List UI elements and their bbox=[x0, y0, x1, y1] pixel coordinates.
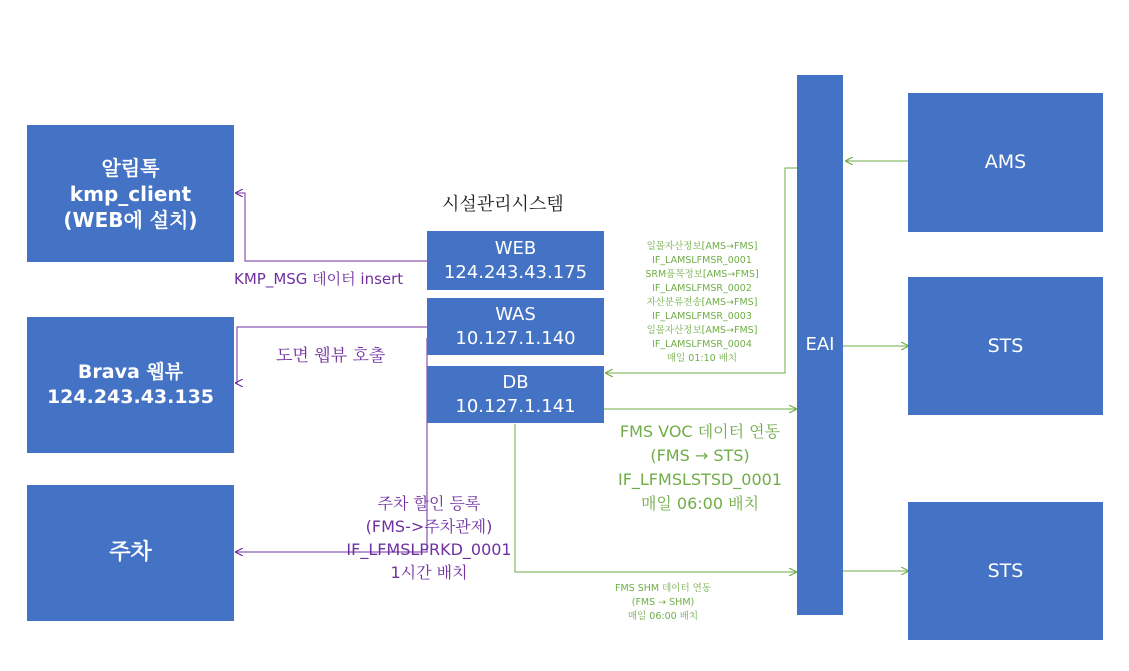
eai-box bbox=[797, 75, 843, 615]
was-box bbox=[427, 298, 604, 355]
ams-flow-line-4: IF_LAMSLFMSR_0002 bbox=[652, 283, 752, 294]
voc-flow-line-2: (FMS → STS) bbox=[650, 446, 750, 465]
parking-flow-line-1: 주차 할인 등록 bbox=[377, 494, 481, 513]
web-box bbox=[427, 231, 604, 290]
ams-flow-line-2: IF_LAMSLFMSR_0001 bbox=[652, 255, 752, 266]
system-title: 시설관리시스템 bbox=[442, 194, 564, 215]
sts1-label: STS bbox=[987, 334, 1024, 357]
voc-flow-line-3: IF_LFMSLSTSD_0001 bbox=[617, 470, 783, 489]
db-title: DB bbox=[502, 372, 529, 394]
shm-flow-line-3: 매일 06:00 배치 bbox=[627, 611, 699, 622]
sts-box-1 bbox=[908, 277, 1103, 415]
ams-to-fms-label bbox=[622, 240, 782, 366]
brava-ip: 124.243.43.135 bbox=[46, 386, 215, 408]
parking-label: 주차 bbox=[109, 539, 152, 565]
alimtalk-client: kmp_client bbox=[69, 181, 192, 206]
web-ip: 124.243.43.175 bbox=[443, 261, 588, 283]
alimtalk-box bbox=[27, 125, 234, 262]
ams-flow-line-8: IF_LAMSLFMSR_0004 bbox=[652, 339, 752, 350]
brava-title: Brava 웹뷰 bbox=[77, 361, 184, 384]
shm-flow-label bbox=[598, 582, 728, 624]
was-ip: 10.127.1.140 bbox=[455, 327, 576, 349]
ams-flow-line-1: 일몰자산정보[AMS→FMS] bbox=[646, 241, 758, 252]
ams-flow-line-7: 일몰자산정보[AMS→FMS] bbox=[646, 325, 758, 336]
voc-flow-label bbox=[600, 420, 800, 516]
arrow-web-to-alimtalk bbox=[236, 193, 427, 261]
drawing-view-label: 도면 웹뷰 호출 bbox=[276, 346, 386, 366]
shm-flow-line-2: (FMS → SHM) bbox=[631, 597, 695, 608]
alimtalk-note: (WEB에 설치) bbox=[63, 207, 198, 232]
brava-box bbox=[27, 317, 234, 453]
eai-label: EAI bbox=[805, 334, 835, 356]
web-title: WEB bbox=[494, 238, 537, 260]
was-title: WAS bbox=[495, 304, 536, 326]
alimtalk-title: 알림톡 bbox=[101, 155, 160, 180]
db-box bbox=[427, 366, 604, 423]
ams-flow-line-9: 매일 01:10 배치 bbox=[666, 353, 738, 364]
parking-flow-line-4: 1시간 배치 bbox=[390, 563, 468, 582]
sts2-label: STS bbox=[987, 559, 1024, 582]
parking-flow-line-2: (FMS->주차관제) bbox=[365, 517, 493, 536]
ams-flow-line-5: 자산분류전송[AMS→FMS] bbox=[646, 297, 758, 308]
db-ip: 10.127.1.141 bbox=[455, 395, 576, 417]
shm-flow-line-1: FMS SHM 데이터 연동 bbox=[614, 583, 711, 594]
ams-label: AMS bbox=[984, 151, 1027, 174]
ams-flow-line-6: IF_LAMSLFMSR_0003 bbox=[652, 311, 752, 322]
parking-flow-line-3: IF_LFMSLPRKD_0001 bbox=[346, 540, 512, 559]
voc-flow-line-4: 매일 06:00 배치 bbox=[640, 494, 760, 513]
voc-flow-line-1: FMS VOC 데이터 연동 bbox=[619, 422, 781, 441]
ams-flow-line-3: SRM품목정보[AMS→FMS] bbox=[645, 269, 759, 280]
kmp-msg-label: KMP_MSG 데이터 insert bbox=[234, 270, 404, 288]
ams-box bbox=[908, 93, 1103, 232]
sts-box-2 bbox=[908, 502, 1103, 640]
parking-box bbox=[27, 485, 234, 621]
parking-flow-label bbox=[334, 492, 524, 584]
